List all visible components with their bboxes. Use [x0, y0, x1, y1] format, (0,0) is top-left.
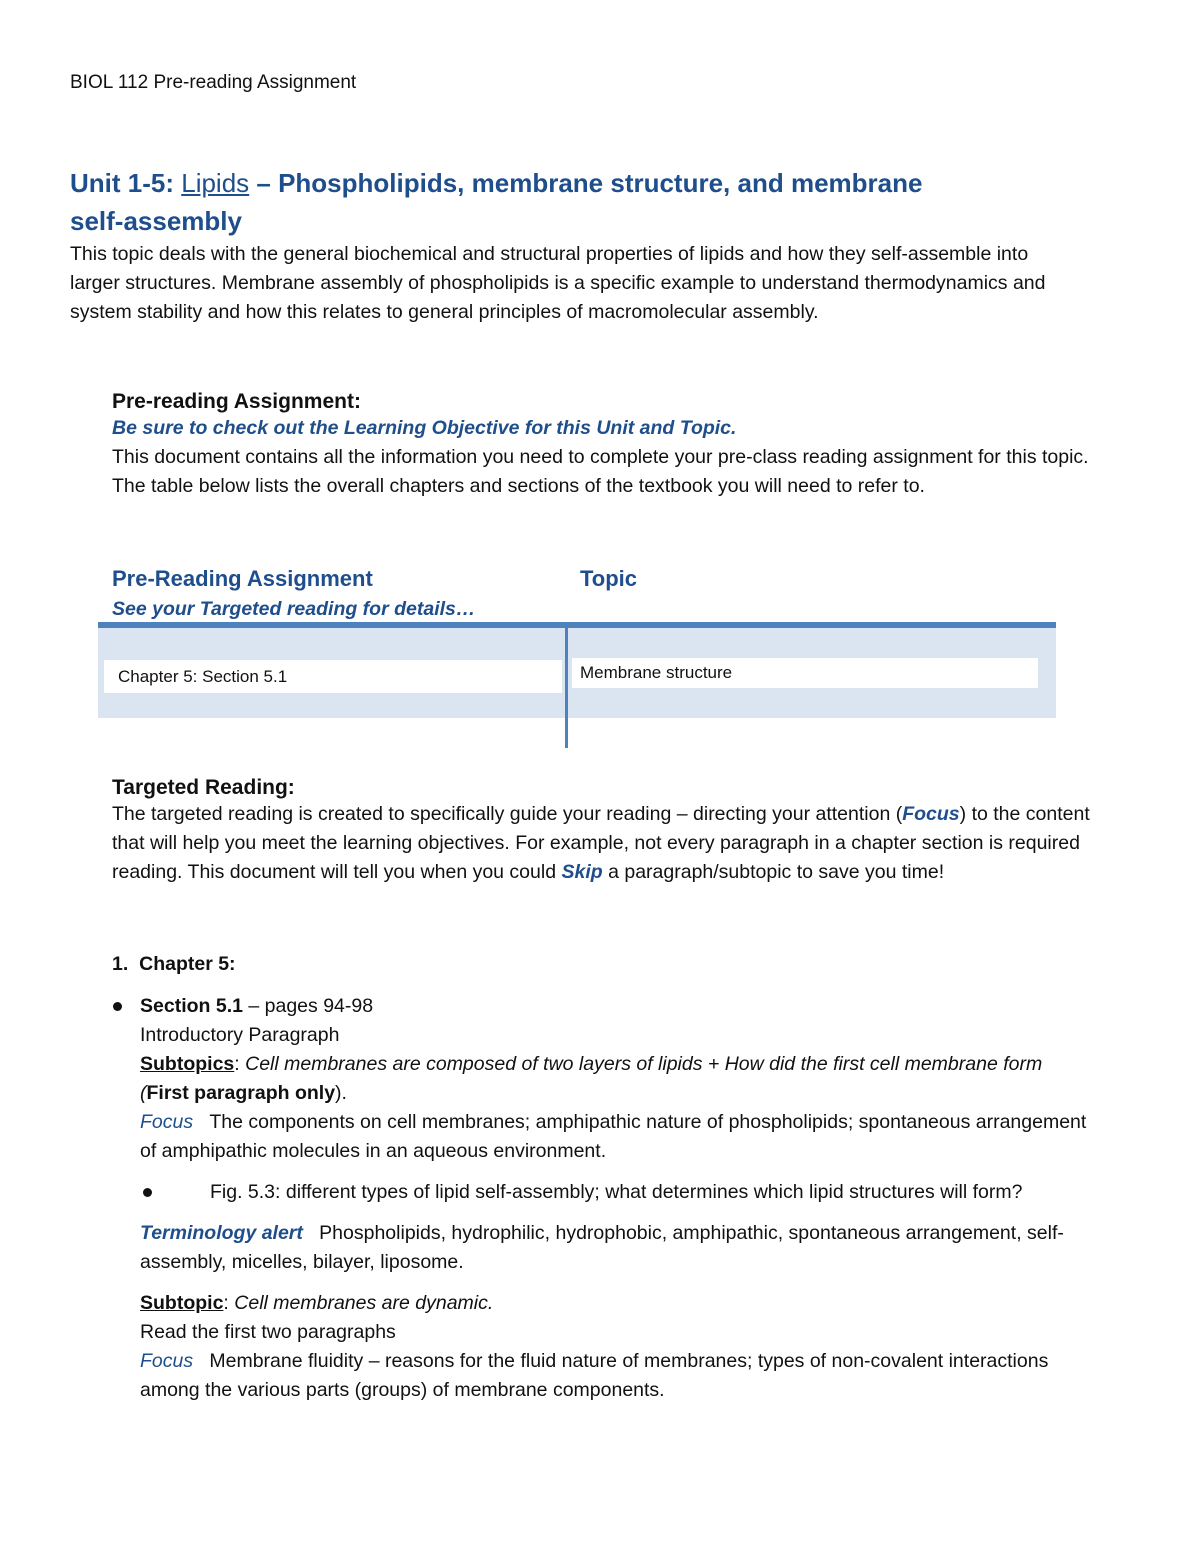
chapter-content: [140, 992, 1090, 1405]
bullet-icon: [113, 1002, 122, 1011]
table-cell-topic: [572, 658, 1038, 688]
table-col1-header: Pre-Reading Assignment: [112, 566, 373, 591]
table-col1-subheader: See your Targeted reading for details…: [112, 598, 476, 620]
page-header: BIOL 112 Pre-reading Assignment: [70, 72, 357, 93]
targeted-text-1: The targeted reading is created to specifically guide your reading – directing your attention (: [112, 803, 903, 825]
prereading-line-1: This document contains all the information you need to complete your pre-class reading assignment for this topic.: [112, 446, 1089, 468]
chapter-number: 1.: [112, 953, 129, 975]
subtopic-2-line: Subtopic: Cell membranes are dynamic.: [140, 1292, 494, 1314]
cell-topic-text: Membrane structure: [580, 663, 733, 682]
subtopics-text: Cell membranes are composed of two layers of lipids + How did the first cell membrane form (: [140, 1053, 1043, 1104]
targeted-heading: Targeted Reading:: [112, 776, 295, 799]
title-lipids-link[interactable]: Lipids: [181, 168, 250, 198]
section-pages: – pages 94-98: [242, 995, 374, 1017]
unit-title: [70, 164, 1070, 240]
focus-label-2: Focus: [140, 1350, 194, 1372]
focus-line-2: [140, 1347, 1090, 1405]
intro-paragraph: This topic deals with the general biochemical and structural properties of lipids and how they self-assemble into larger structures. Membrane assembly of phospholipids is a specific example to understand thermodynamics and system stability and how this relates to general principles of macromolecular assembly.: [70, 243, 1046, 323]
subtopics-close: ).: [335, 1082, 347, 1104]
read-two-paragraphs: Read the first two paragraphs: [140, 1321, 396, 1343]
chapter-label: Chapter 5:: [139, 953, 236, 975]
section-line: [140, 992, 1090, 1021]
table-column-divider: [565, 628, 568, 748]
focus-text-2: Membrane fluidity – reasons for the fluid nature of membranes; types of non-covalent interactions among the various parts (groups) of membrane components.: [140, 1350, 1049, 1401]
prereading-line-2: The table below lists the overall chapters and sections of the textbook you will need to refer to.: [112, 475, 925, 497]
chapter-heading: [112, 950, 236, 979]
table-col2-header: Topic: [580, 566, 638, 591]
fig-text: Fig. 5.3: different types of lipid self-assembly; what determines which lipid structures will form?: [210, 1181, 1023, 1203]
section-number: Section 5.1: [140, 995, 243, 1017]
bullet-icon-2: [143, 1188, 152, 1197]
subtopic-2-label: Subtopic: [140, 1292, 224, 1314]
skip-word: Skip: [561, 861, 603, 883]
focus-word: Focus: [902, 803, 960, 825]
table-cell-assignment: [104, 660, 562, 693]
cell-assignment-text: Chapter 5: Section 5.1: [118, 667, 288, 686]
terminology-line: [140, 1219, 1090, 1277]
terminology-label: Terminology alert: [140, 1222, 303, 1244]
targeted-text-2: ) to the content that will help you meet the learning objectives. For example, not every paragraph in a chapter section is required reading. This document will tell you when you could: [112, 803, 1090, 883]
focus-line-1: [140, 1108, 1090, 1166]
table-header: [112, 566, 1072, 626]
title-prefix: Unit 1-5:: [70, 168, 182, 198]
focus-text-1: The components on cell membranes; amphipathic nature of phospholipids; spontaneous arrangement of amphipathic molecules in an aqueous environment.: [140, 1111, 1087, 1162]
learning-objective-note: Be sure to check out the Learning Objective for this Unit and Topic.: [112, 417, 737, 439]
title-rest-2: self-assembly: [70, 206, 242, 236]
title-rest-1: – Phospholipids, membrane structure, and membrane: [249, 168, 923, 198]
targeted-paragraph: [112, 800, 1092, 887]
table-top-border: [98, 622, 1056, 628]
prereading-heading: Pre-reading Assignment:: [112, 390, 361, 413]
subtopics-label: Subtopics: [140, 1053, 235, 1075]
prereading-section: [112, 390, 1102, 501]
targeted-reading-section: [112, 776, 1092, 887]
subtopic-2-text: Cell membranes are dynamic.: [234, 1292, 494, 1314]
first-paragraph-only: First paragraph only: [146, 1082, 336, 1104]
focus-label-1: Focus: [140, 1111, 194, 1133]
targeted-text-3: a paragraph/subtopic to save you time!: [602, 861, 945, 883]
fig-line: [140, 1178, 1090, 1207]
intro-paragraph-label: Introductory Paragraph: [140, 1024, 340, 1046]
subtopics-line: Subtopics: Cell membranes are composed of two layers of lipids + How did the first cell membrane form (First paragraph only).: [140, 1053, 1043, 1104]
terminology-text: Phospholipids, hydrophilic, hydrophobic, amphipathic, spontaneous arrangement, self-assembly, micelles, bilayer, liposome.: [140, 1222, 1064, 1273]
